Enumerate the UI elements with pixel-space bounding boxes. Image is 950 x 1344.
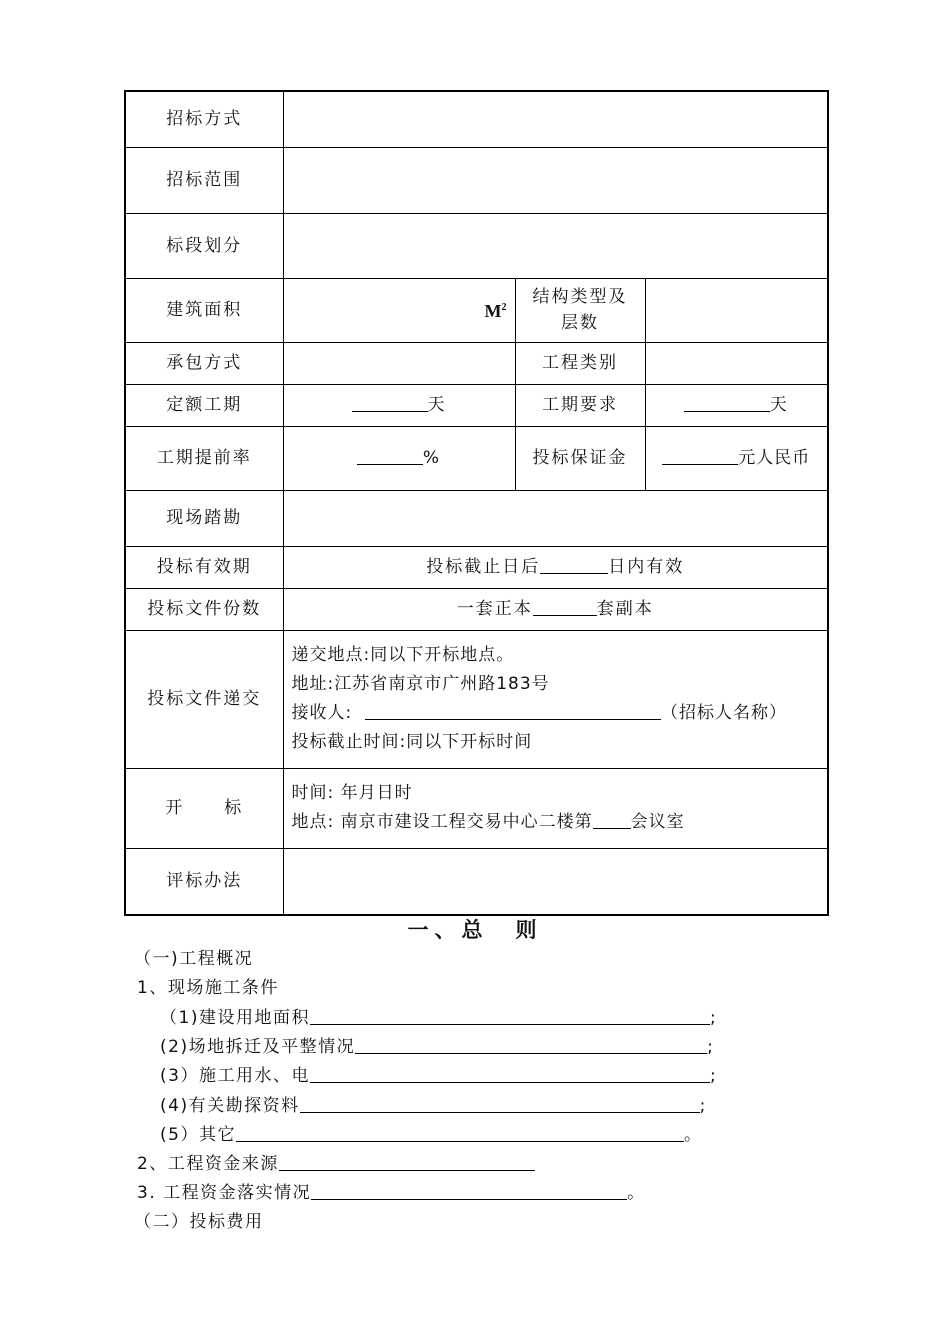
table-row	[125, 91, 828, 147]
submit-receiver: 接收人: （招标人名称）	[291, 703, 788, 723]
receiver-blank	[365, 701, 661, 720]
label-opening: 开 标	[125, 768, 283, 848]
label-site: 现场踏勘	[125, 490, 283, 546]
sub-item-survey: (4)有关勘探资料 ;	[160, 1096, 707, 1116]
value-area	[283, 278, 515, 342]
room-blank	[593, 810, 631, 829]
submit-place: 递交地点:同以下开标地点。	[291, 645, 515, 665]
label-contract: 承包方式	[125, 342, 283, 384]
table-row	[125, 490, 828, 546]
subheading-overview: （一)工程概况	[134, 949, 254, 969]
value-opening	[283, 768, 828, 848]
label-lots: 标段划分	[125, 213, 283, 278]
label-period-req: 工期要求	[515, 384, 645, 426]
label-quota: 定额工期	[125, 384, 283, 426]
value-contract	[283, 342, 515, 384]
table-row	[125, 848, 828, 915]
value-submit	[283, 630, 828, 768]
label-bond: 投标保证金	[515, 426, 645, 490]
validity-prefix: 投标截止日后	[426, 557, 541, 577]
table-row	[125, 147, 828, 213]
value-lots	[283, 213, 828, 278]
area-unit: $M^2$	[484, 301, 507, 321]
sub-item-water-power: (3）施工用水、电 ;	[160, 1066, 718, 1086]
item-site-conditions: 1、现场施工条件	[137, 978, 279, 998]
validity-blank	[540, 555, 608, 574]
value-validity	[283, 546, 828, 588]
validity-suffix: 日内有效	[608, 557, 685, 577]
label-evaluation: 评标办法	[125, 848, 283, 915]
copies-blank	[533, 597, 597, 616]
item-funding-source: 2、工程资金来源	[137, 1152, 535, 1176]
value-advance	[283, 426, 515, 490]
table-row	[125, 630, 828, 768]
table-row	[125, 384, 828, 426]
label-method: 招标方式	[125, 91, 283, 147]
value-bond	[645, 426, 828, 490]
advance-suffix: %	[422, 448, 442, 468]
value-period-req	[645, 384, 828, 426]
sub-item-land-area: （1)建设用地面积 ;	[160, 1008, 718, 1028]
value-scope	[283, 147, 828, 213]
sub-item-demolition: (2)场地拆迁及平整情况 ;	[160, 1037, 715, 1057]
table-row	[125, 278, 828, 342]
opening-time: 时间: 年月日时	[291, 783, 413, 803]
subheading-bid-cost: （二）投标费用	[134, 1212, 264, 1232]
submit-deadline: 投标截止时间:同以下开标时间	[291, 732, 533, 752]
value-copies	[283, 588, 828, 630]
value-category	[645, 342, 828, 384]
copies-suffix: 套副本	[596, 599, 654, 619]
label-structure: 结构类型及层数	[515, 278, 645, 342]
quota-suffix: 天	[427, 395, 447, 415]
label-scope: 招标范围	[125, 147, 283, 213]
value-site	[283, 490, 828, 546]
bond-suffix: 元人民币	[738, 448, 811, 468]
label-validity: 投标有效期	[125, 546, 283, 588]
value-quota	[283, 384, 515, 426]
copies-prefix: 一套正本	[456, 599, 533, 619]
label-copies: 投标文件份数	[125, 588, 283, 630]
label-advance: 工期提前率	[125, 426, 283, 490]
label-category: 工程类别	[515, 342, 645, 384]
submit-address: 地址:江苏省南京市广州路183号	[291, 674, 550, 694]
item-funding-status: 3. 工程资金落实情况 。	[137, 1183, 646, 1203]
quota-blank	[352, 393, 428, 412]
table-row	[125, 426, 828, 490]
value-evaluation	[283, 848, 828, 915]
value-method	[283, 91, 828, 147]
label-submit: 投标文件递交	[125, 630, 283, 768]
table-row	[125, 342, 828, 384]
section-title: 一、总 则	[407, 918, 543, 942]
period-req-suffix: 天	[769, 395, 789, 415]
table-row	[125, 213, 828, 278]
table-row	[125, 588, 828, 630]
table-row	[125, 546, 828, 588]
opening-place: 地点: 南京市建设工程交易中心二楼第 会议室	[291, 812, 685, 832]
bond-blank	[662, 446, 738, 465]
advance-blank	[357, 446, 423, 465]
value-structure	[645, 278, 828, 342]
table-row	[125, 768, 828, 848]
period-req-blank	[684, 393, 770, 412]
sub-item-other: (5）其它 。	[160, 1125, 703, 1145]
tender-info-table	[124, 90, 829, 916]
label-area: 建筑面积	[125, 278, 283, 342]
